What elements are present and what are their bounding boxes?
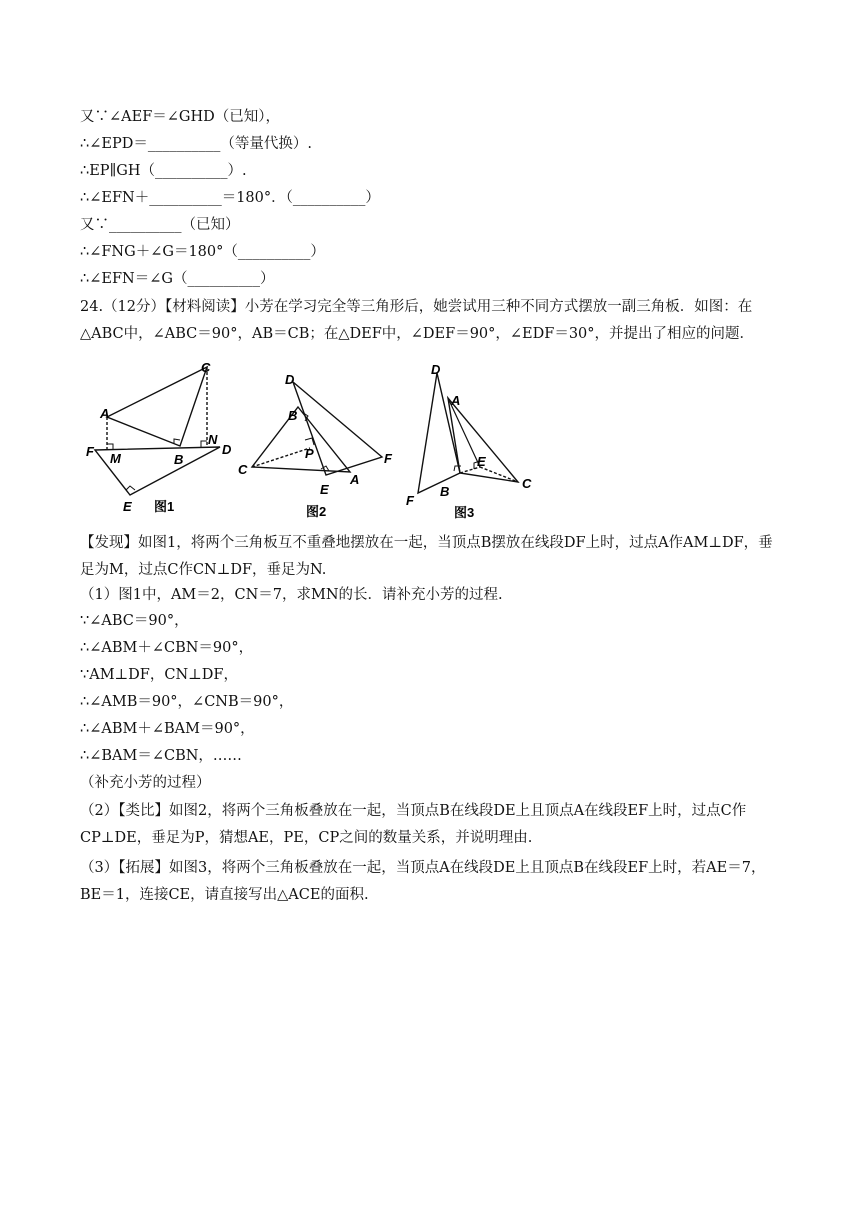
fig1-label-m: M [110, 451, 121, 466]
figure-3 [400, 360, 550, 525]
fig3-label-f: F [406, 493, 414, 508]
fig2-caption: 图2 [306, 504, 327, 519]
fig2-label-b: B [288, 408, 298, 423]
fig2-label-f: F [384, 451, 392, 466]
fig1-label-f: F [86, 444, 94, 459]
fig2-label-c: C [238, 462, 248, 477]
q24-part-2: （2）【类比】如图2，将两个三角板叠放在一起，当顶点B在线段DE上且顶点A在线段EF上时，过点C作CP⊥DE，垂足为P，猜想AE，PE，CP之间的数量关系，并说明理由. [80, 803, 747, 846]
fig1-triangle-abc [107, 367, 207, 446]
fig1-label-a: A [100, 406, 110, 421]
fig3-caption: 图3 [454, 505, 475, 520]
fig3-label-c: C [522, 476, 532, 491]
proof-line-6: ∴∠FNG＋∠G＝180°（__________） [80, 244, 325, 260]
proof-line-2: ∴∠EPD＝__________（等量代换）. [80, 136, 312, 152]
fig3-label-a: A [451, 393, 461, 408]
fig1-label-d: D [222, 442, 232, 457]
q24-step-7: （补充小芳的过程） [80, 775, 211, 791]
figure-1 [80, 360, 250, 520]
proof-line-3: ∴EP∥GH（__________）. [80, 163, 247, 179]
fig1-caption: 图1 [154, 499, 175, 514]
q24-part-1: （1）图1中，AM＝2，CN＝7，求MN的长．请补充小芳的过程. [80, 587, 503, 603]
fig3-label-b: B [440, 484, 450, 499]
fig2-triangle-def [293, 382, 382, 475]
fig2-label-e: E [320, 482, 329, 497]
proof-line-7: ∴∠EFN＝∠G（__________） [80, 271, 275, 287]
fig2-label-a: A [350, 472, 360, 487]
fig3-label-e: E [477, 454, 486, 469]
q24-step-4: ∴∠AMB＝90°，∠CNB＝90°， [80, 694, 294, 710]
fig2-label-p: P [305, 446, 314, 461]
fig2-label-d: D [285, 372, 295, 387]
proof-line-5: 又∵__________（已知） [80, 217, 240, 233]
fig1-label-n: N [208, 432, 218, 447]
q24-step-3: ∵AM⊥DF，CN⊥DF， [80, 667, 238, 683]
proof-line-1: 又∵∠AEF＝∠GHD（已知）， [80, 109, 281, 125]
q24-step-1: ∵∠ABC＝90°， [80, 613, 189, 629]
fig3-label-d: D [431, 362, 441, 377]
q24-intro: 24.（12分）【材料阅读】小芳在学习完全等三角形后，她尝试用三种不同方式摆放一副三角板．如图：在△ABC中，∠ABC＝90°，AB＝CB；在△DEF中，∠DEF＝90°，∠EDF＝30°，并提出了相应的问题． [80, 299, 755, 342]
q24-discover: 【发现】如图1，将两个三角板互不重叠地摆放在一起，当顶点B摆放在线段DF上时，过点A作AM⊥DF，垂足为M，过点C作CN⊥DF，垂足为N. [80, 535, 773, 578]
figure-2 [230, 360, 400, 525]
q24-part-3: （3）【拓展】如图3，将两个三角板叠放在一起，当顶点A在线段DE上且顶点B在线段EF上时，若AE＝7，BE＝1，连接CE，请直接写出△ACE的面积. [80, 860, 766, 903]
q24-step-2: ∴∠ABM＋∠CBN＝90°， [80, 640, 254, 656]
q24-step-6: ∴∠BAM＝∠CBN，…… [80, 748, 242, 764]
q24-step-5: ∴∠ABM＋∠BAM＝90°， [80, 721, 255, 737]
fig1-label-c: C [201, 360, 211, 375]
proof-line-4: ∴∠EFN＋__________＝180°．（__________） [80, 190, 380, 206]
fig1-label-b: B [174, 452, 184, 467]
fig1-label-e: E [123, 499, 132, 514]
